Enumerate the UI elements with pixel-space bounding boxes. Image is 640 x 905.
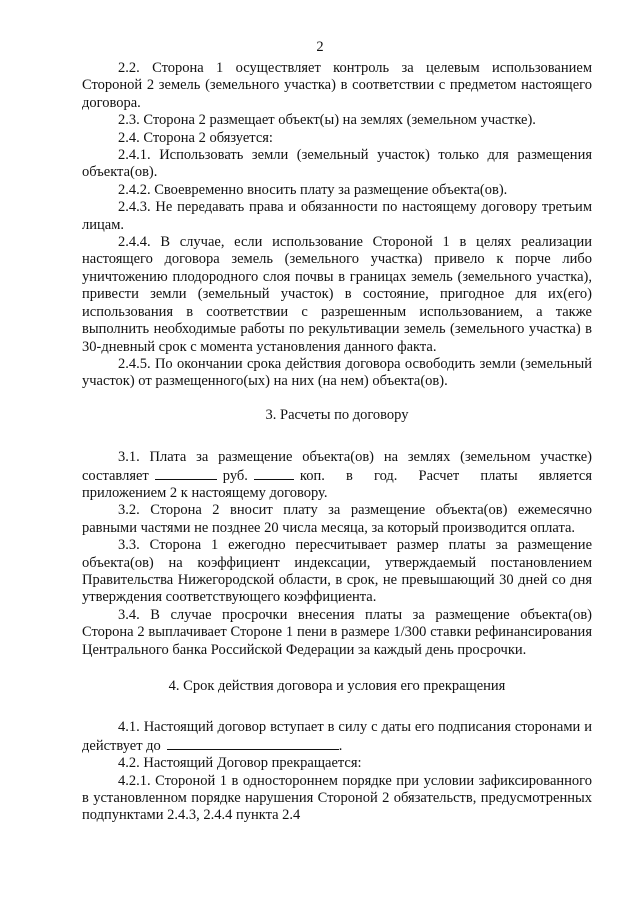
paragraph-2-4-3: 2.4.3. Не передавать права и обязанности по настоящему договору третьим лицам.: [82, 199, 592, 233]
rub-blank-field: [155, 467, 217, 480]
paragraph-2-2: 2.2. Сторона 1 осуществляет контроль за целевым использованием Стороной 2 земель (земельного участка) в соответствии с предметом настоящего договора.: [82, 60, 592, 111]
paragraph-2-4-5: 2.4.5. По окончании срока действия договора освободить земли (земельный участок) от размещенного(ых) на них (на нем) объекта(ов).: [82, 355, 592, 390]
p31-text-a: 3.1. Плата за размещение объекта(ов) на землях (земельном участке) составляет: [82, 449, 592, 484]
paragraph-2-4-2: 2.4.2. Своевременно вносить плату за размещение объекта(ов).: [118, 181, 508, 198]
paragraph-4-2: 4.2. Настоящий Договор прекращается:: [118, 755, 362, 772]
paragraph-2-4: 2.4. Сторона 2 обязуется:: [118, 129, 273, 146]
kop-blank-field: [254, 467, 294, 480]
document-body: [82, 60, 592, 825]
section-3-title: 3. Расчеты по договору: [265, 406, 409, 423]
page-number: 2: [316, 39, 324, 55]
paragraph-4-1: [82, 719, 592, 755]
paragraph-2-4-1: 2.4.1. Использовать земли (земельный участок) только для размещения объекта(ов).: [82, 147, 592, 181]
end-date-blank-field: [167, 737, 339, 750]
paragraph-4-2-1: 4.2.1. Стороной 1 в одностороннем порядке при условии зафиксированного в установленном порядке нарушения Стороной 2 обязательств, предусмотренных подпунктами 2.4.3, 2.4.4 пункта 2.4: [82, 772, 592, 824]
paragraph-3-3: 3.3. Сторона 1 ежегодно пересчитывает размер платы за размещение объекта(ов) на коэффициент индексации, утверждаемый постановлением Правительства Нижегородской области, в срок, не превышающий 30 дней со дня утверждения соответствующего коэффициента.: [82, 537, 592, 606]
paragraph-3-4: 3.4. В случае просрочки внесения платы за размещение объекта(ов) Сторона 2 выплачивает Стороне 1 пени в размере 1/300 ставки рефинансирования Центрального банка Российской Федерации за каждый день просрочки.: [82, 606, 592, 658]
section-4-title: 4. Срок действия договора и условия его прекращения: [168, 678, 506, 694]
paragraph-2-3: 2.3. Сторона 2 размещает объект(ы) на землях (земельном участке).: [118, 112, 536, 129]
p31-text-c: коп. в год. Расчет платы является приложением 2 к настоящему договору.: [82, 467, 592, 501]
p41-text-a: 4.1. Настоящий договор вступает в силу с даты его подписания сторонами и действует до: [82, 719, 592, 754]
paragraph-3-2: 3.2. Сторона 2 вносит плату за размещение объекта(ов) ежемесячно равными частями не позднее 20 числа месяца, за который производится оплата.: [82, 502, 592, 536]
paragraph-3-1: [82, 449, 592, 502]
paragraph-2-4-4: 2.4.4. В случае, если использование Стороной 1 в целях реализации настоящего договора земель (земельного участка) привело к порче либо уничтожению плодородного слоя почвы в границах земель (земельного участка), привести земли (земельный участок) в состояние, пригодное для их(его) использования в соответствии с разрешенным использованием, а также выполнить необходимые работы по рекультивации земель (земельного участка) в 30-дневный срок с момента установления данного факта.: [82, 234, 592, 355]
p31-text-b: руб.: [222, 467, 248, 484]
p41-text-b: .: [338, 737, 343, 754]
